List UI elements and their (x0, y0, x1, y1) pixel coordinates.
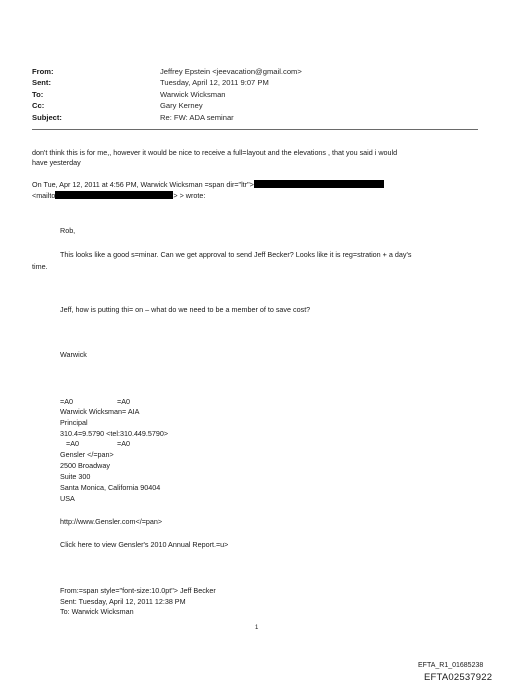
quote-header-line-2 (32, 191, 205, 201)
sig-a0: =A0 (66, 439, 79, 448)
header-cc-row (32, 100, 302, 111)
header-subject-row (32, 112, 302, 123)
bates-number-small: EFTA_R1_01685238 (418, 662, 484, 669)
from-value: Jeffrey Epstein <jeevacation@gmail.com> (160, 67, 302, 76)
from-label: From: (32, 67, 54, 76)
sig-city: Santa Monica, California 90404 (60, 483, 161, 492)
page-number: 1 (255, 625, 259, 631)
header-divider (32, 129, 478, 130)
sig-website-link[interactable]: http://www.Gensler.com</=pan> (60, 517, 163, 526)
sig-a0-line-1 (60, 397, 130, 407)
cc-label: Cc: (32, 101, 45, 111)
sig-name: Warwick Wicksman= AIA (60, 407, 140, 416)
greeting: Rob, (60, 226, 76, 235)
bates-number-large: EFTA02537922 (424, 672, 493, 683)
sig-title: Principal (60, 418, 88, 427)
sig-a0: =A0 (117, 439, 130, 448)
quote-header-line-1 (32, 180, 384, 190)
reply-line-1: don't think this is for me,, however it would be nice to receive a full=layout and the elevations , that you said i would (32, 148, 398, 157)
reply-line-2: have yesterday (32, 158, 81, 167)
sig-a0: =A0 (60, 397, 73, 406)
header-sent-row (32, 77, 302, 88)
sig-company: Gensler </=pan> (60, 450, 114, 459)
paragraph-2: Jeff, how is putting thi= on – what do we need to be a member of to save cost? (60, 305, 311, 314)
sent-label: Sent: (32, 78, 51, 88)
cc-value: Gary Kerney (160, 101, 203, 111)
forwarded-to: To: Warwick Wicksman (60, 607, 134, 616)
sig-country: USA (60, 494, 75, 503)
mailto-text: <mailto (32, 191, 56, 200)
to-value: Warwick Wicksman (160, 89, 226, 99)
forwarded-from: From:=span style="font-size:10.0pt"> Jeff Becker (60, 586, 216, 595)
quote-header-text: On Tue, Apr 12, 2011 at 4:56 PM, Warwick Wicksman =span dir="ltr"> (32, 180, 254, 189)
header-to-row (32, 89, 302, 100)
paragraph-1-line-2: time. (32, 262, 48, 271)
sig-a0-line-2 (60, 439, 130, 449)
redaction-bar (55, 191, 173, 199)
signoff: Warwick (60, 350, 87, 359)
email-header (32, 66, 302, 123)
sent-value: Tuesday, April 12, 2011 9:07 PM (160, 78, 269, 88)
sig-a0: =A0 (117, 397, 130, 406)
sig-phone: 310.4=9.5790 <tel:310.449.5790> (60, 429, 169, 438)
to-label: To: (32, 89, 44, 99)
subject-label: Subject: (32, 112, 62, 122)
redaction-bar (254, 180, 384, 188)
subject-value: Re: FW: ADA seminar (160, 112, 234, 122)
header-from-row (32, 66, 302, 77)
wrote-text: > > wrote: (173, 191, 206, 200)
paragraph-1-line-1: This looks like a good s=minar. Can we get approval to send Jeff Becker? Looks like it is reg=stration + a day's (60, 250, 412, 259)
forwarded-sent: Sent: Tuesday, April 12, 2011 12:38 PM (60, 597, 186, 606)
sig-street: 2500 Broadway (60, 461, 110, 470)
sig-annual-report-link[interactable]: Click here to view Gensler's 2010 Annual Report.=u> (60, 540, 229, 549)
sig-suite: Suite 300 (60, 472, 91, 481)
